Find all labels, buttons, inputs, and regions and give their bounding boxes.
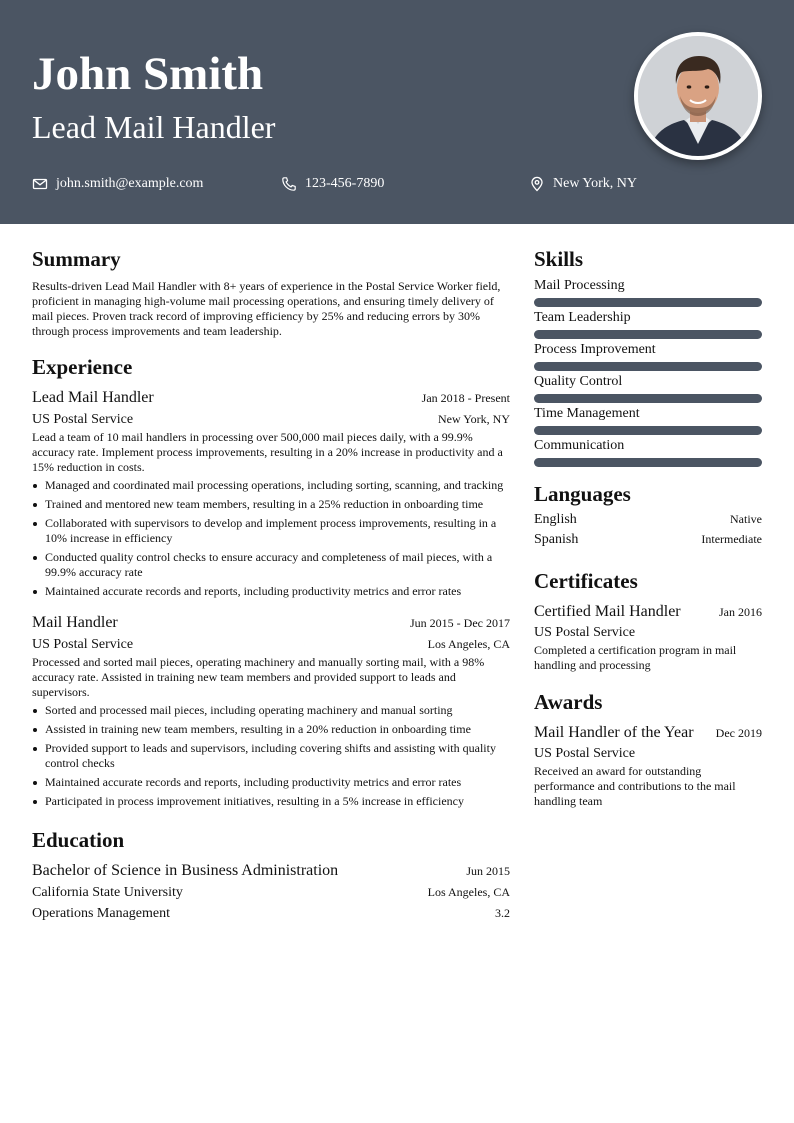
job-description: Processed and sorted mail pieces, operating machinery and manually sorting mail, with a 98% accuracy rate. Assisted in training new team members and provided support to leads and supervisors. [32,655,485,699]
phone-text: 123-456-7890 [305,176,385,191]
list-item: Assisted in training new team members, resulting in a 20% reduction in onboarding time [32,722,510,737]
language-level: Intermediate [701,532,762,546]
language-level: Native [730,512,762,526]
portrait-image [638,36,758,156]
summary-heading: Summary [32,247,121,271]
profile-photo [634,32,762,160]
list-item: Provided support to leads and supervisors, including covering shifts and assisting with quality control checks [32,741,510,771]
certificate-description: Completed a certification program in mail handling and processing [534,643,737,672]
job-location: New York, NY [437,412,510,426]
languages-section [534,481,762,552]
list-item: Sorted and processed mail pieces, including operating machinery and manual sorting [32,703,510,718]
map-pin-icon [529,176,545,192]
candidate-name: John Smith [32,48,264,100]
degree-name: Bachelor of Science in Business Administration [32,862,339,879]
field-of-study: Operations Management [32,906,171,921]
list-item: Maintained accurate records and reports, including productivity metrics and error rates [32,775,510,790]
school-location: Los Angeles, CA [427,885,510,899]
skill-label: Process Improvement [534,342,656,357]
school-name: California State University [32,885,183,900]
phone-icon [281,176,297,192]
job-date: Jan 2018 - Present [421,391,510,405]
skill-bar [534,394,762,403]
awards-heading: Awards [534,690,603,714]
language-name: Spanish [534,532,579,547]
certificate-date: Jan 2016 [719,605,762,619]
skill-label: Mail Processing [534,278,625,293]
skill-bar [534,426,762,435]
education-date: Jun 2015 [466,864,510,878]
certificates-section [534,568,762,673]
envelope-icon [32,176,48,192]
job-date: Jun 2015 - Dec 2017 [410,616,510,630]
job-bullets [32,478,510,599]
language-row [534,532,762,552]
skills-section [534,246,762,467]
job-entry [32,612,510,809]
list-item: Maintained accurate records and reports, including productivity metrics and error rates [32,584,510,599]
list-item: Conducted quality control checks to ensure accuracy and completeness of mail pieces, with a 99.9% accuracy rate [32,550,510,580]
skill-bar [534,362,762,371]
left-column [32,246,510,924]
job-location: Los Angeles, CA [427,637,510,651]
job-company: US Postal Service [32,412,134,427]
skill-bar [534,458,762,467]
job-title: Lead Mail Handler [32,389,154,406]
list-item: Managed and coordinated mail processing operations, including sorting, scanning, and tracking [32,478,510,493]
language-name: English [534,512,577,527]
location-text: New York, NY [553,176,638,191]
language-row [534,512,762,532]
right-column [534,246,762,809]
skill-label: Time Management [534,406,640,421]
job-bullets [32,703,510,809]
summary-text: Results-driven Lead Mail Handler with 8+ years of experience in the Postal Service Worker field, proficient in managing high-volume mail processing operations, and ensuring timely delivery of mail pieces. Proven track record of improving efficiency by 25% and reducing errors by 30% through process improvements and team leadership. [32,279,501,338]
list-item: Trained and mentored new team members, resulting in a 25% reduction in onboarding time [32,497,510,512]
skill-label: Team Leadership [534,310,631,325]
skill-label: Communication [534,438,625,453]
list-item: Collaborated with supervisors to develop and implement process improvements, resulting in a 10% increase in efficiency [32,516,510,546]
job-title: Mail Handler [32,614,118,631]
education-section [32,827,510,924]
skill-bar [534,298,762,307]
experience-section [32,354,510,809]
skills-heading: Skills [534,247,584,271]
candidate-title: Lead Mail Handler [32,109,276,145]
certificates-heading: Certificates [534,569,638,593]
certificate-issuer: US Postal Service [534,625,636,640]
award-issuer: US Postal Service [534,746,636,761]
email-text: john.smith@example.com [56,176,204,191]
contact-location [529,174,637,194]
job-entry [32,387,510,599]
summary-section [32,246,510,339]
certificate-name: Certified Mail Handler [534,603,681,620]
header-banner [0,0,794,224]
contact-phone[interactable] [281,174,384,194]
contact-email[interactable] [32,174,203,194]
skill-bar [534,330,762,339]
education-heading: Education [32,828,125,852]
job-description: Lead a team of 10 mail handlers in processing over 500,000 mail pieces daily, with a 99.9% accuracy rate. Implement process improvements, resulting in a 20% increase in productivity and a 15% reduction in costs. [32,430,503,474]
list-item: Participated in process improvement initiatives, resulting in a 5% increase in efficiency [32,794,510,809]
awards-section [534,689,762,809]
award-date: Dec 2019 [715,726,762,740]
skill-label: Quality Control [534,374,623,389]
languages-heading: Languages [534,482,631,506]
skills-list [534,277,762,467]
job-company: US Postal Service [32,637,134,652]
gpa: 3.2 [495,906,510,920]
award-name: Mail Handler of the Year [534,724,694,741]
experience-heading: Experience [32,355,133,379]
award-description: Received an award for outstanding performance and contributions to the mail handling team [534,764,736,808]
